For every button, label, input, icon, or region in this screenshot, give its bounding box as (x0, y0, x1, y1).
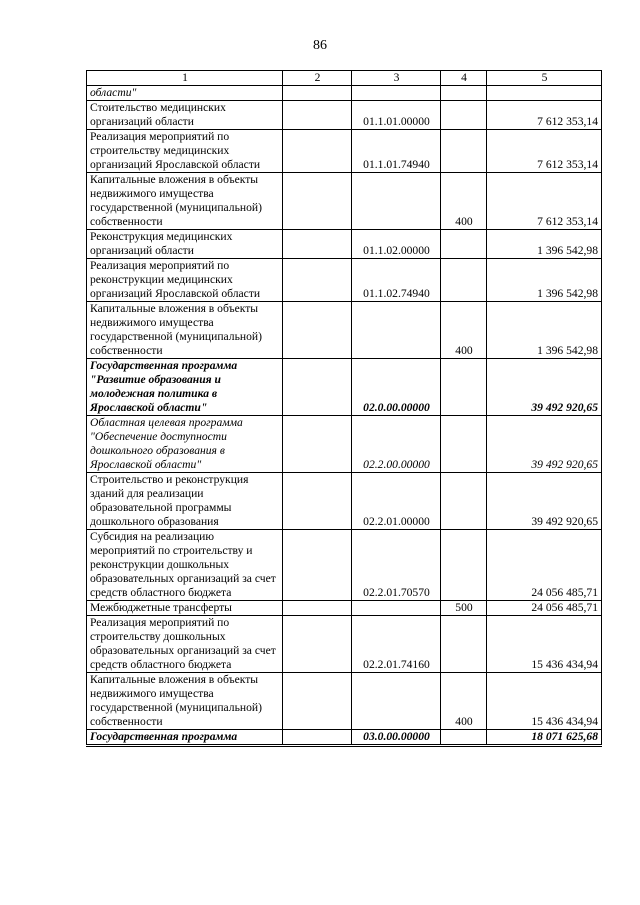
page-number: 86 (313, 38, 327, 53)
row-col2-cell (283, 230, 352, 259)
row-amount-cell: 18 071 625,68 (487, 730, 602, 746)
row-code-cell: 02.2.01.74160 (352, 616, 441, 673)
row-name-cell: Строительство и реконструкция зданий для реализации образовательной программы дошкольного образования (87, 473, 283, 530)
row-col2-cell (283, 616, 352, 673)
row-col2-cell (283, 601, 352, 616)
row-code-cell: 01.1.01.74940 (352, 130, 441, 173)
table-row (87, 616, 602, 673)
row-code-cell (352, 86, 441, 101)
row-name-cell: Государственная программа "Развитие образования и молодежная политика в Ярославской области" (87, 359, 283, 416)
row-amount-cell: 39 492 920,65 (487, 473, 602, 530)
row-code-cell: 02.2.01.70570 (352, 530, 441, 601)
row-code-cell: 03.0.00.00000 (352, 730, 441, 746)
row-col2-cell (283, 259, 352, 302)
row-type-cell: 400 (441, 302, 487, 359)
row-code-cell (352, 302, 441, 359)
row-code-cell (352, 601, 441, 616)
row-col2-cell (283, 473, 352, 530)
row-col2-cell (283, 86, 352, 101)
budget-table (86, 70, 602, 747)
row-code-cell: 02.2.01.00000 (352, 473, 441, 530)
row-type-cell (441, 130, 487, 173)
table-row (87, 101, 602, 130)
row-code-cell: 02.2.00.00000 (352, 416, 441, 473)
row-name-cell: Капитальные вложения в объекты недвижимого имущества государственной (муниципальной) собственности (87, 302, 283, 359)
row-col2-cell (283, 530, 352, 601)
row-amount-cell: 15 436 434,94 (487, 616, 602, 673)
row-col2-cell (283, 130, 352, 173)
table-row (87, 530, 602, 601)
row-type-cell (441, 730, 487, 746)
row-amount-cell: 7 612 353,14 (487, 101, 602, 130)
table-row (87, 730, 602, 746)
row-amount-cell: 1 396 542,98 (487, 302, 602, 359)
row-amount-cell: 24 056 485,71 (487, 601, 602, 616)
table-row (87, 259, 602, 302)
row-col2-cell (283, 173, 352, 230)
row-code-cell (352, 673, 441, 730)
column-header-2: 2 (283, 71, 352, 86)
table-row (87, 130, 602, 173)
column-header-5: 5 (487, 71, 602, 86)
row-col2-cell (283, 359, 352, 416)
table-row (87, 86, 602, 101)
row-col2-cell (283, 673, 352, 730)
row-name-cell: Реконструкция медицинских организаций области (87, 230, 283, 259)
table-row (87, 473, 602, 530)
row-name-cell: Капитальные вложения в объекты недвижимого имущества государственной (муниципальной) собственности (87, 673, 283, 730)
row-col2-cell (283, 416, 352, 473)
row-name-cell: области" (87, 86, 283, 101)
row-amount-cell: 15 436 434,94 (487, 673, 602, 730)
table-row (87, 173, 602, 230)
row-type-cell: 400 (441, 173, 487, 230)
row-type-cell (441, 230, 487, 259)
row-name-cell: Межбюджетные трансферты (87, 601, 283, 616)
table-row (87, 359, 602, 416)
row-name-cell: Субсидия на реализацию мероприятий по строительству и реконструкции дошкольных образовательных организаций за счет средств областного бюджета (87, 530, 283, 601)
row-code-cell: 01.1.01.00000 (352, 101, 441, 130)
table-row (87, 601, 602, 616)
row-type-cell (441, 416, 487, 473)
row-code-cell: 01.1.02.00000 (352, 230, 441, 259)
row-amount-cell: 39 492 920,65 (487, 416, 602, 473)
row-amount-cell: 24 056 485,71 (487, 530, 602, 601)
row-type-cell (441, 86, 487, 101)
table-row (87, 230, 602, 259)
row-code-cell (352, 173, 441, 230)
row-name-cell: Реализация мероприятий по реконструкции медицинских организаций Ярославской области (87, 259, 283, 302)
row-type-cell (441, 616, 487, 673)
row-type-cell (441, 530, 487, 601)
row-name-cell: Реализация мероприятий по строительству медицинских организаций Ярославской области (87, 130, 283, 173)
row-amount-cell: 7 612 353,14 (487, 130, 602, 173)
row-col2-cell (283, 302, 352, 359)
row-col2-cell (283, 730, 352, 746)
row-name-cell: Областная целевая программа "Обеспечение доступности дошкольного образования в Ярославской области" (87, 416, 283, 473)
row-name-cell: Государственная программа (87, 730, 283, 746)
row-name-cell: Реализация мероприятий по строительству дошкольных образовательных организаций за счет средств областного бюджета (87, 616, 283, 673)
table-row (87, 302, 602, 359)
row-code-cell: 02.0.00.00000 (352, 359, 441, 416)
column-header-1: 1 (87, 71, 283, 86)
row-type-cell (441, 473, 487, 530)
column-header-3: 3 (352, 71, 441, 86)
row-type-cell: 400 (441, 673, 487, 730)
row-amount-cell: 1 396 542,98 (487, 259, 602, 302)
row-amount-cell (487, 86, 602, 101)
table-row (87, 416, 602, 473)
row-type-cell (441, 259, 487, 302)
table-row (87, 673, 602, 730)
table-header-row (87, 71, 602, 86)
row-amount-cell: 1 396 542,98 (487, 230, 602, 259)
row-col2-cell (283, 101, 352, 130)
row-name-cell: Капитальные вложения в объекты недвижимого имущества государственной (муниципальной) собственности (87, 173, 283, 230)
row-name-cell: Стоительство медицинских организаций области (87, 101, 283, 130)
row-type-cell (441, 101, 487, 130)
row-amount-cell: 7 612 353,14 (487, 173, 602, 230)
row-type-cell (441, 359, 487, 416)
row-type-cell: 500 (441, 601, 487, 616)
row-amount-cell: 39 492 920,65 (487, 359, 602, 416)
column-header-4: 4 (441, 71, 487, 86)
row-code-cell: 01.1.02.74940 (352, 259, 441, 302)
